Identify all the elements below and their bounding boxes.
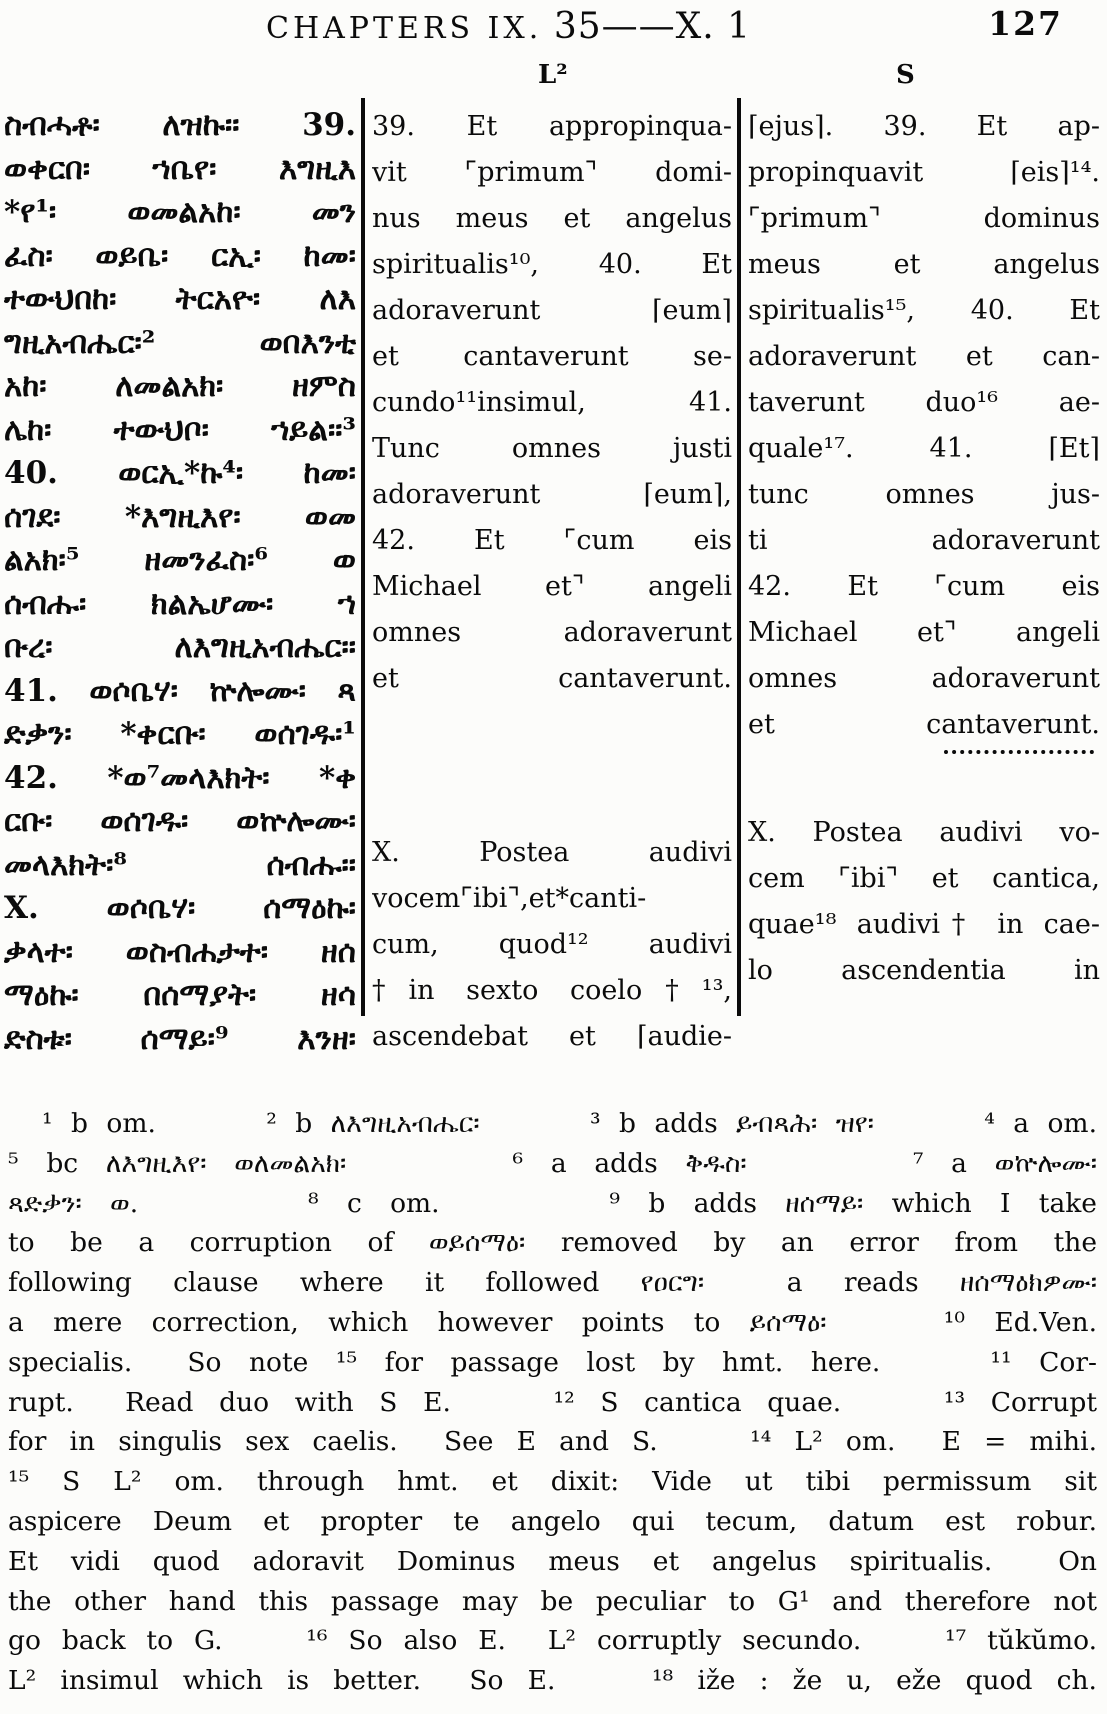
ethiopic-line: 42. *ወ⁷መላእክት፡ *ቀ xyxy=(4,759,356,796)
page-header xyxy=(0,0,1107,60)
s-column xyxy=(748,104,1100,994)
l2-paragraph-gap xyxy=(372,702,732,830)
critical-apparatus-footnotes xyxy=(8,1104,1097,1701)
s-paragraph-ch9 xyxy=(748,104,1100,748)
l2-line: spiritualis¹⁰, 40. Et xyxy=(372,249,732,280)
column-divider-rule-1 xyxy=(361,98,365,1016)
ethiopic-line: ፈስ፡ ወይቤ፡ ርኢ፡ ከመ፡ xyxy=(4,237,356,274)
ethiopic-text-block xyxy=(4,104,356,1061)
ethiopic-column xyxy=(4,104,356,1061)
s-line: 42. Et ⌜cum eis xyxy=(748,571,1100,602)
column-label-l2: L² xyxy=(538,60,568,90)
l2-line: cundo¹¹insimul, 41. xyxy=(372,387,732,418)
footnote-line: go back to G. ¹⁶ So also E. L² corruptly secundo. ¹⁷ tŭkŭmo. xyxy=(8,1625,1097,1657)
ethiopic-line: X. ወሶቤሃ፡ ሰማዕኩ፡ xyxy=(4,890,356,926)
column-labels-row xyxy=(0,60,1107,98)
footnote-line: aspicere Deum et propter te angelo qui tecum, datum est robur. xyxy=(8,1505,1097,1537)
l2-line: vit ⌜primum⌝ domi- xyxy=(372,157,732,188)
l2-line: 42. Et ⌜cum eis xyxy=(372,525,732,556)
footnote-line: following clause where it followed የዐርግ፡ a reads ዘሰማዕክዎሙ፡ xyxy=(8,1267,1097,1299)
s-line: adoraverunt et can- xyxy=(748,341,1100,372)
footnote-line: ¹ b om. ² b ለእግዚአብሔር፡ ³ b adds ይብጻሕ፡ ዝየ፡ ⁴ a om. xyxy=(42,1108,1097,1139)
s-line: tunc omnes jus- xyxy=(748,479,1100,510)
column-label-s: S xyxy=(896,60,915,90)
ethiopic-line: ሌከ፡ ተውህቦ፡ ኀይል።³ xyxy=(4,411,356,448)
l2-paragraph-ch10 xyxy=(372,830,732,1060)
ethiopic-line: 40. ወርኢ*ኩ⁴፡ ከመ፡ xyxy=(4,455,356,491)
l2-line: adoraverunt ⌈eum⌉ xyxy=(372,295,732,326)
ethiopic-line: ግዚአብሔር፡² ወበእንቲ xyxy=(4,324,356,361)
l2-line: X. Postea audivi xyxy=(372,837,732,868)
s-paragraph-ch10 xyxy=(748,810,1100,994)
footnote-line: rupt. Read duo with S E. ¹² S cantica quae. ¹³ Corrupt xyxy=(8,1386,1097,1418)
footnote-line: ⁵ bc ለእግዚእየ፡ ወለመልአክ፡ ⁶ a adds ቅዱስ፡ ⁷ a ወኵሎሙ፡ xyxy=(8,1147,1097,1179)
footnote-line: a mere correction, which however points to ይሰማዕ፡ ¹⁰ Ed.Ven. xyxy=(8,1306,1097,1338)
ethiopic-line: ልአክ፡⁵ ዘመንፈስ፡⁶ ወ xyxy=(4,542,356,578)
column-divider-rule-2 xyxy=(737,98,741,1016)
s-line: Michael et⌝ angeli xyxy=(748,617,1100,648)
ethiopic-line: ወቀርበ፡ ኀቤየ፡ እግዚእ xyxy=(4,150,356,187)
s-paragraph-gap xyxy=(748,754,1100,810)
ethiopic-line: ሰብሑ፡ ክልኤሆሙ፡ ኀ xyxy=(4,585,356,622)
footnote-line: for in singulis sex caelis. See E and S. ¹⁴ L² om. E = mihi. xyxy=(8,1426,1097,1458)
l2-line: Tunc omnes justi xyxy=(372,433,732,464)
footnote-line: the other hand this passage may be peculiar to G¹ and therefore not xyxy=(8,1585,1097,1617)
s-line: ⌜primum⌝ dominus xyxy=(748,203,1100,234)
ethiopic-line: ስብሓቶ፡ ለዝኩ። 39. xyxy=(4,107,356,143)
s-line: propinquavit ⌈eis⌉¹⁴. xyxy=(748,157,1100,188)
ethiopic-line: *የ¹፡ ወመልአከ፡ መን xyxy=(4,194,356,230)
l2-line: vocem⌜ibi⌝,et*canti- xyxy=(372,883,647,914)
l2-paragraph-ch9 xyxy=(372,104,732,702)
s-line: et cantaverunt. xyxy=(748,709,1100,740)
ethiopic-line: አከ፡ ለመልአክ፡ ዘምስ xyxy=(4,368,356,404)
l2-line: ascendebat et ⌈audie- xyxy=(372,1021,732,1052)
footnote-line: specialis. So note ¹⁵ for passage lost by hmt. here. ¹¹ Cor- xyxy=(8,1346,1097,1378)
ethiopic-line: ድስቱ፡ ሰማይ፡⁹ እንዘ፡ xyxy=(4,1020,356,1057)
s-line: quale¹⁷. 41. ⌈Et⌉ xyxy=(748,433,1100,464)
ethiopic-line: ቡረ፡ ለእግዚአብሔር። xyxy=(4,629,356,665)
s-line: ⌈ejus⌉. 39. Et ap- xyxy=(748,111,1100,142)
ethiopic-line: ተውህበከ፡ ትርአዮ፡ ለእ xyxy=(4,281,356,317)
footnote-line: Et vidi quod adoravit Dominus meus et angelus spiritualis. On xyxy=(8,1545,1097,1577)
l2-line: Michael et⌝ angeli xyxy=(372,571,732,602)
s-line: X. Postea audivi vo- xyxy=(748,817,1100,848)
s-line: cem ⌜ibi⌝ et cantica, xyxy=(748,863,1100,894)
ethiopic-line: ሰገደ፡ *እግዚእየ፡ ወመ xyxy=(4,498,356,535)
l2-line: 39. Et appropinqua- xyxy=(372,111,732,142)
running-title xyxy=(266,6,751,47)
ethiopic-line: ቃላተ፡ ወስብሐታተ፡ ዘሰ xyxy=(4,933,356,970)
ethiopic-line: መላእክት፡⁸ ሰብሑ። xyxy=(4,846,356,883)
l2-line: †in sexto coelo†¹³, xyxy=(372,975,732,1006)
s-line: ti adoraverunt xyxy=(748,525,1100,556)
chapters-label: CHAPTERS IX. xyxy=(266,11,543,46)
l2-column xyxy=(372,104,732,1060)
l2-line: omnes adoraverunt xyxy=(372,617,732,648)
ethiopic-line: ድቃን፡ *ቀርቡ፡ ወሰገዱ፡¹ xyxy=(4,716,356,752)
s-line: omnes adoraverunt xyxy=(748,663,1100,694)
footnote-line: L² insimul which is better. So E. ¹⁸ iže : že u, eže quod ch. xyxy=(8,1665,1097,1697)
text-body xyxy=(0,98,1107,1083)
ethiopic-line: ማዕኩ፡ በሰማያት፡ ዘሳ xyxy=(4,977,356,1013)
l2-line: nus meus et angelus xyxy=(372,203,732,234)
footnote-line: ጻድቃን፡ ወ. ⁸ c om. ⁹ b adds ዘሰማይ፡ which I take xyxy=(8,1187,1097,1219)
l2-line: et cantaverunt se- xyxy=(372,341,732,372)
l2-line: cum, quod¹² audivi xyxy=(372,929,732,960)
s-line: taverunt duo¹⁶ ae- xyxy=(748,387,1100,418)
l2-line: et cantaverunt. xyxy=(372,663,732,694)
ethiopic-line: ርቡ፡ ወሰገዱ፡ ወኵሎሙ፡ xyxy=(4,803,356,839)
l2-line: adoraverunt ⌈eum⌉, xyxy=(372,479,732,510)
ethiopic-line: 41. ወሶቤሃ፡ ኵሎሙ፡ ጻ xyxy=(4,672,356,709)
s-line: quae¹⁸ audivi† in cae- xyxy=(748,909,1100,940)
s-line: lo ascendentia in xyxy=(748,955,1100,986)
s-line: spiritualis¹⁵, 40. Et xyxy=(748,295,1100,326)
footnote-line: to be a corruption of ወይሰማዕ፡ removed by an error from the xyxy=(8,1227,1097,1259)
chapter-range: 35——X. 1 xyxy=(553,6,752,47)
footnote-line: ¹⁵ S L² om. through hmt. et dixit: Vide ut tibi permissum sit xyxy=(8,1466,1097,1498)
page-number: 127 xyxy=(988,4,1063,43)
s-line: meus et angelus xyxy=(748,249,1100,280)
